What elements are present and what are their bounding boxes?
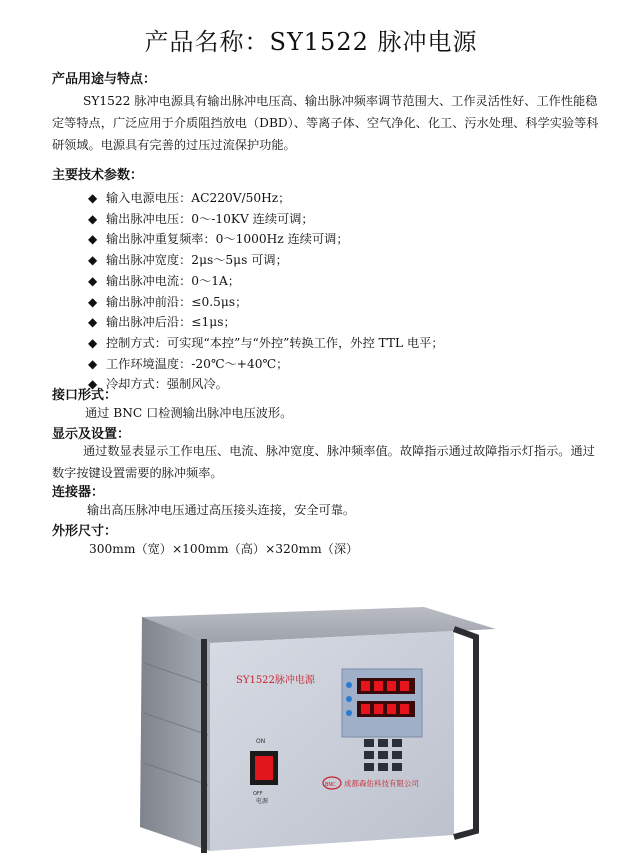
indicator-light-icon (346, 710, 352, 716)
spec-item: ◆ 输出脉冲电流：0～1A； (88, 271, 444, 292)
spec-item: ◆ 工作环境温度：-20℃～+40℃； (88, 354, 444, 375)
keypad-key[interactable] (364, 763, 374, 771)
features-text: SY1522 脉冲电源具有输出脉冲电压高、输出脉冲频率调节范围大、工作灵活性好、工作性能稳定等特点，广泛应用于介质阻挡放电（DBD）、等离子体、空气净化、化工、污水处理、科学实验等科研领域。电源具有完善的过压过流保护功能。 (52, 94, 599, 152)
spec-item: ◆ 输出脉冲宽度：2μs～5μs 可调； (88, 250, 444, 271)
device-photo (124, 603, 500, 853)
power-on-label: ON (256, 738, 266, 745)
power-switch[interactable] (255, 756, 273, 780)
diamond-bullet-icon: ◆ (88, 232, 98, 247)
diamond-bullet-icon: ◆ (88, 356, 98, 371)
spec-item: ◆ 冷却方式：强制风冷。 (88, 374, 444, 395)
maker-label: 成都森佑科技有限公司 (344, 779, 419, 788)
case-side (140, 617, 210, 851)
model-label: SY1522脉冲电源 (236, 675, 315, 686)
spec-item: ◆ 输出脉冲前沿：≤0.5μs； (88, 292, 444, 313)
keypad-key[interactable] (378, 763, 388, 771)
diamond-bullet-icon: ◆ (88, 315, 98, 330)
diamond-bullet-icon: ◆ (88, 253, 98, 268)
interface-heading: 接口形式： (52, 388, 118, 403)
display-heading: 显示及设置： (52, 427, 131, 442)
specs-list (88, 188, 444, 395)
spec-item: ◆ 输出脉冲后沿：≤1μs； (88, 312, 444, 333)
spec-item: ◆ 输入电源电压：AC220V/50Hz； (88, 188, 444, 209)
power-caption: 电源 (256, 798, 269, 805)
diamond-bullet-icon: ◆ (88, 211, 98, 226)
maker-logo-text: BNC (325, 782, 336, 788)
display-text: 通过数显表显示工作电压、电流、脉冲宽度、脉冲频率值。故障指示通过故障指示灯指示。通过数字按键设置需要的脉冲频率。 (52, 444, 595, 480)
specs-heading: 主要技术参数： (52, 168, 144, 183)
keypad-key[interactable] (378, 751, 388, 759)
indicator-light-icon (346, 696, 352, 702)
spec-item: ◆ 控制方式：可实现“本控”与“外控”转换工作，外控 TTL 电平； (88, 333, 444, 354)
diamond-bullet-icon: ◆ (88, 273, 98, 288)
interface-text: 通过 BNC 口检测输出脉冲电压波形。 (85, 406, 293, 420)
power-off-label: OFF (253, 791, 263, 797)
spec-item: ◆ 输出脉冲重复频率：0～1000Hz 连续可调； (88, 229, 444, 250)
keypad-key[interactable] (364, 739, 374, 747)
diamond-bullet-icon: ◆ (88, 335, 98, 350)
right-handle (454, 629, 476, 837)
diamond-bullet-icon: ◆ (88, 191, 98, 205)
keypad-key[interactable] (392, 763, 402, 771)
diamond-bullet-icon: ◆ (88, 294, 98, 309)
features-heading: 产品用途与特点： (52, 72, 157, 87)
keypad-key[interactable] (392, 751, 402, 759)
dimensions-text: 300mm（宽）×100mm（高）×320mm（深） (89, 542, 359, 556)
keypad (364, 739, 402, 771)
dimensions-heading: 外形尺寸： (52, 524, 118, 539)
keypad-key[interactable] (392, 739, 402, 747)
front-panel (210, 631, 454, 851)
connector-text: 输出高压脉冲电压通过高压接头连接，安全可靠。 (87, 503, 356, 517)
page-title: 产品名称：SY1522 脉冲电源 (144, 28, 478, 56)
spec-item: ◆ 输出脉冲电压：0～-10KV 连续可调； (88, 209, 444, 230)
diamond-bullet-icon: ◆ (88, 377, 98, 392)
keypad-key[interactable] (364, 751, 374, 759)
keypad-key[interactable] (378, 739, 388, 747)
connector-heading: 连接器： (52, 485, 105, 500)
indicator-light-icon (346, 682, 352, 688)
